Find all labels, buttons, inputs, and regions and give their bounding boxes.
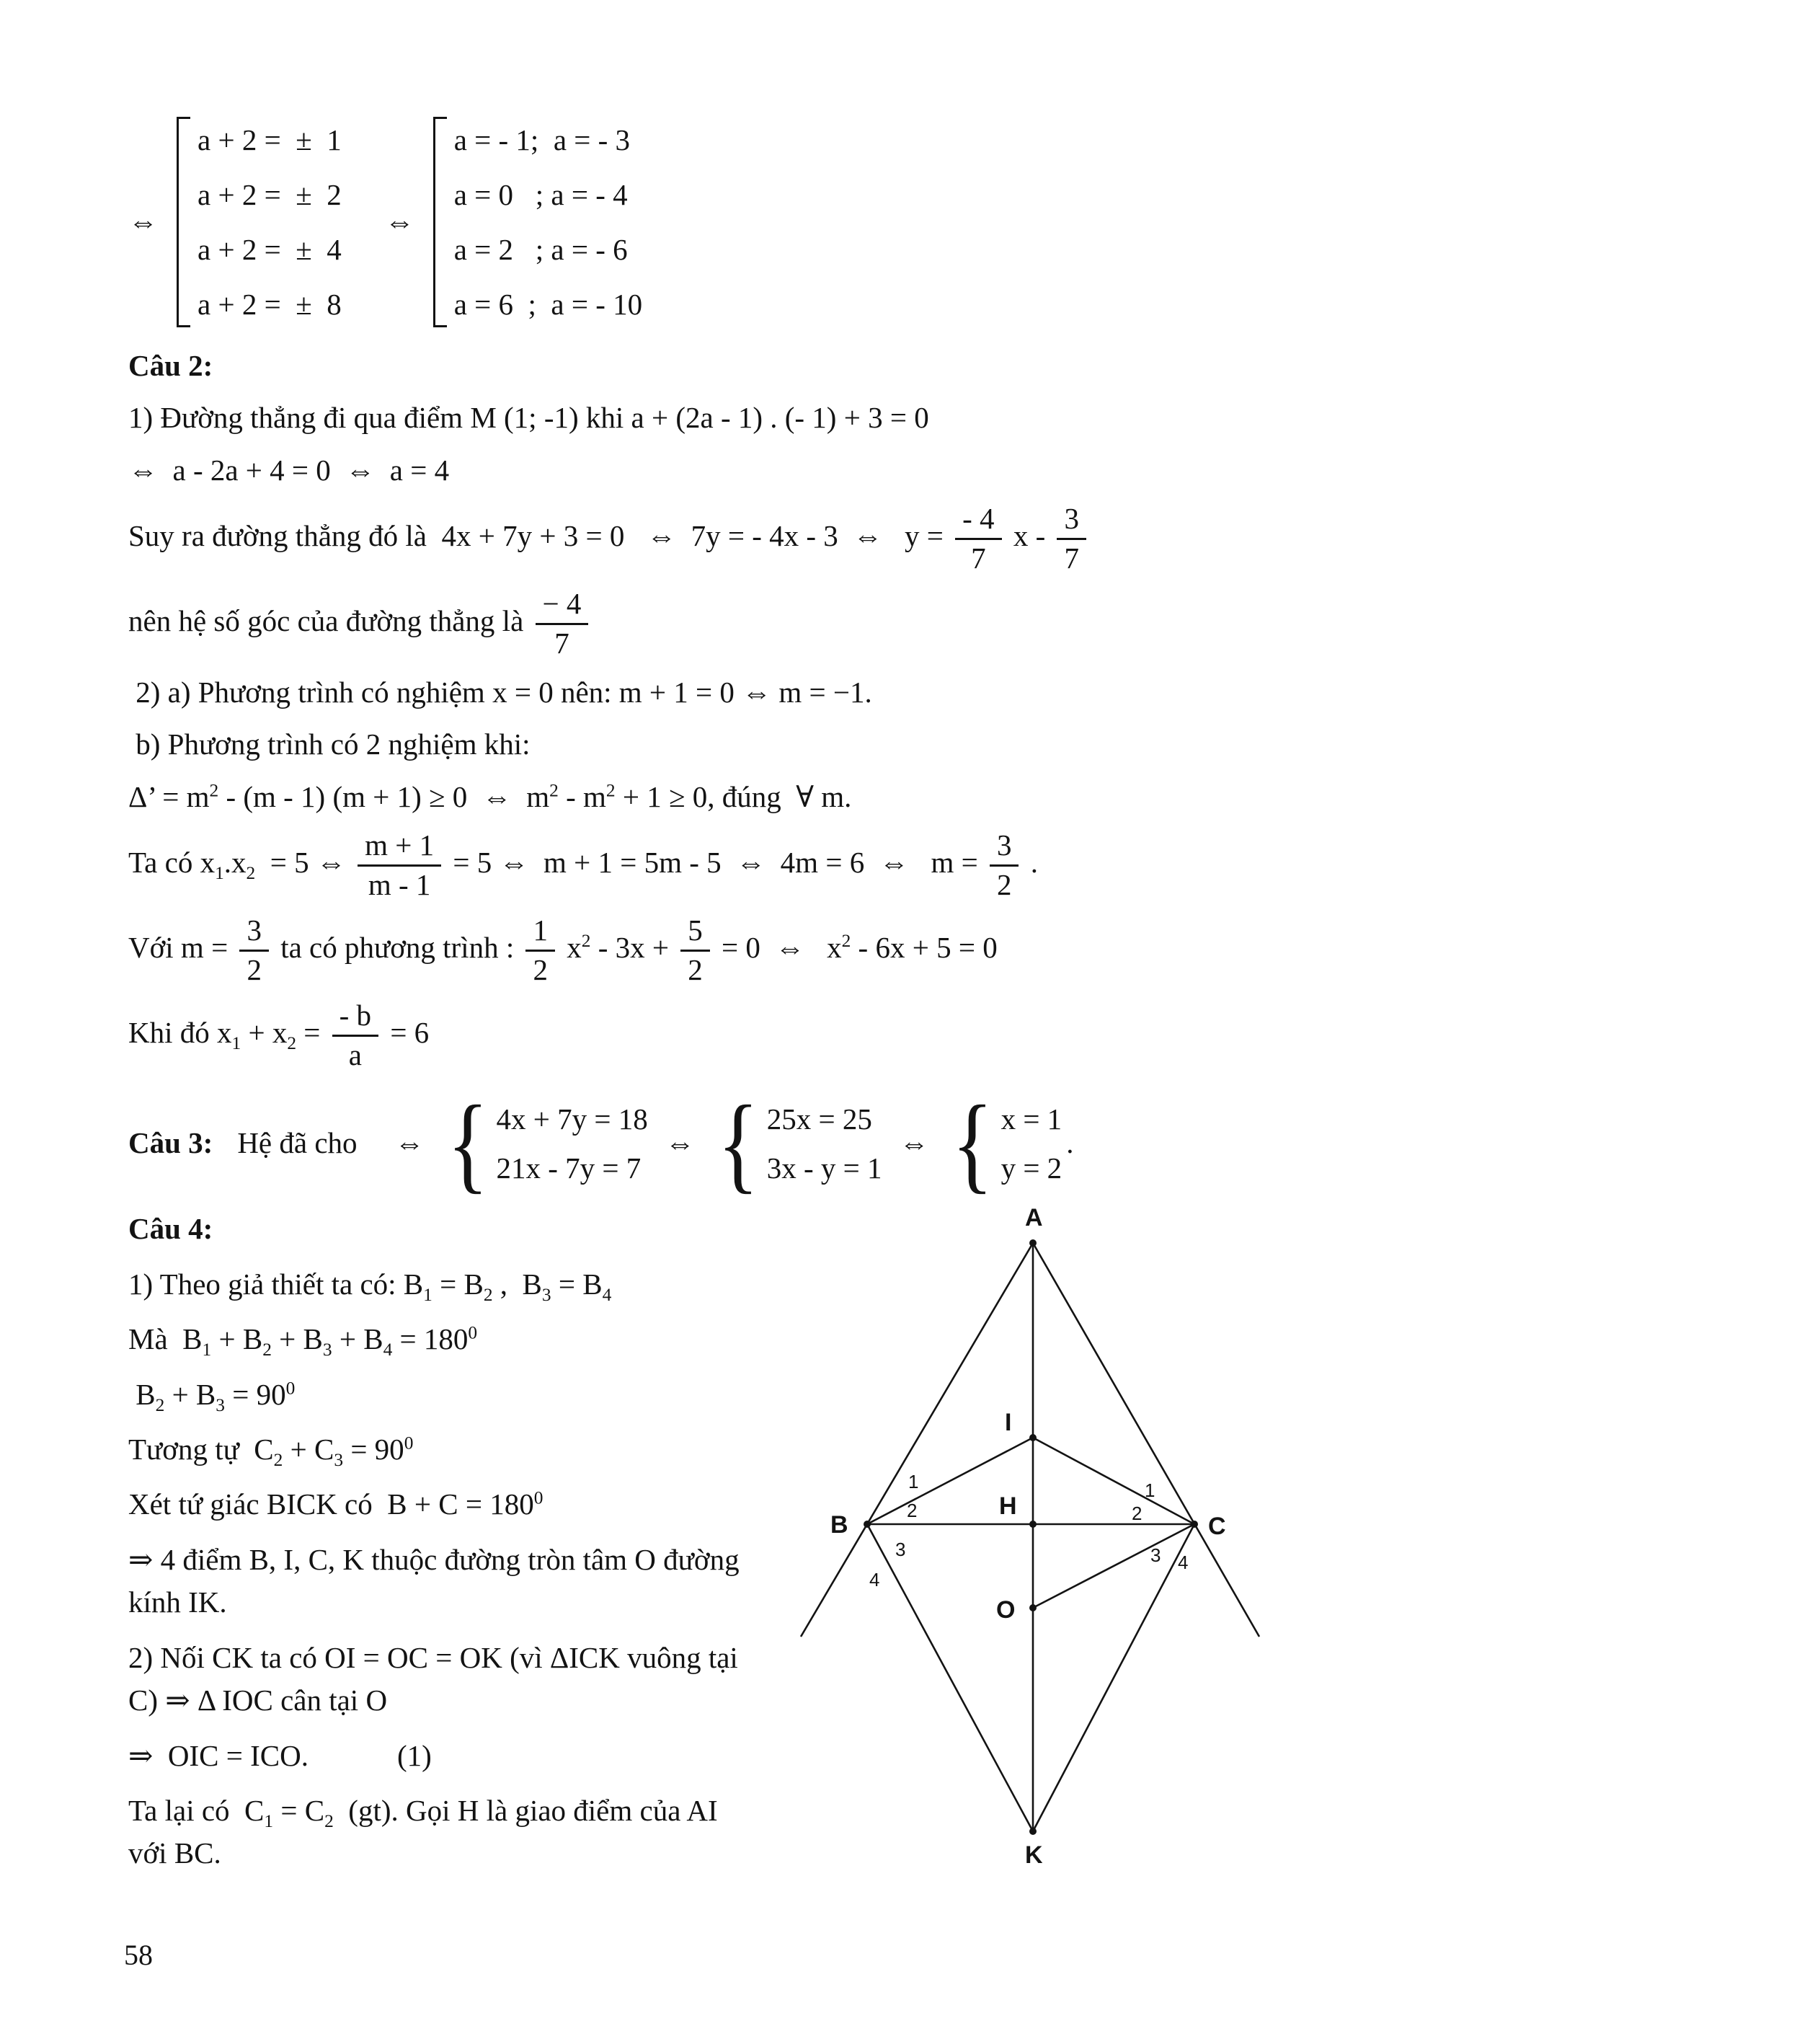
point-H — [1029, 1521, 1037, 1528]
square-bracket — [177, 117, 190, 327]
right-system — [433, 112, 642, 332]
angle-C2: 2 — [1132, 1503, 1142, 1524]
line-C-K — [1033, 1524, 1194, 1831]
cau4-line: Tương tự $C_2 + C_3 = 90^0$ — [128, 1432, 414, 1471]
cau4-line: 1) Theo giả thiết ta có: $B_1 = B_2$ , $B_3 = B_4$ — [128, 1267, 612, 1305]
cau4-line: Ta lại có $C_1 = C_2$ (gt). Gọi H là giao điểm của AI với BC. — [128, 1794, 725, 1870]
equiv-arrow: ⇔ — [128, 205, 158, 239]
cau4-line: Xét tứ giác BICK có $B + C = 180^0$ — [128, 1487, 543, 1521]
system-line: x = 1 — [1000, 1102, 1062, 1136]
cau3-block — [128, 1083, 1642, 1203]
system-line: a = 6 ; a = - 10 — [453, 288, 643, 321]
cau2-line9: Với m = $\frac{3}{2}$ ta có phương trình : $\frac{1}{2}$ $x^2 - 3x$ + $\frac{5}{2}$ = 0 ⇔ $x^2 - 6x + 5 = 0$ — [128, 913, 998, 986]
system-lines — [447, 112, 642, 332]
label-I: I — [1005, 1409, 1012, 1436]
system-line: 21x - 7y = 7 — [496, 1151, 642, 1185]
angle-B2: 2 — [907, 1500, 918, 1521]
system-line: 25x = 25 — [766, 1102, 872, 1136]
curly-brace: { — [716, 1083, 759, 1203]
point-O — [1029, 1604, 1037, 1611]
angle-C4: 4 — [1178, 1552, 1189, 1573]
system-3 — [946, 1083, 1062, 1203]
cau2-heading: Câu 2: — [128, 349, 213, 382]
equation-system-block — [128, 112, 1642, 332]
system-line: a = - 1; a = - 3 — [453, 123, 631, 156]
geometry-figure — [778, 1191, 1312, 1869]
equiv-arrow: ⇔ — [384, 205, 414, 239]
label-B: B — [830, 1511, 848, 1539]
cau4-line: ⇒ OIC = ICO. (1) — [128, 1738, 432, 1772]
period: . — [1066, 1126, 1074, 1160]
left-system — [177, 112, 342, 332]
line-A-through-C — [1033, 1243, 1259, 1637]
system-line: a = 0 ; a = - 4 — [453, 178, 628, 211]
angle-B1: 1 — [908, 1471, 919, 1492]
cau3-heading: Câu 3: — [128, 1126, 213, 1160]
curly-brace: { — [951, 1083, 993, 1203]
line-O-C — [1033, 1524, 1194, 1608]
cau4-line: ⇒ 4 điểm B, I, C, K thuộc đường tròn tâm O đường kính IK. — [128, 1542, 747, 1619]
cau2-line6: b) Phương trình có 2 nghiệm khi: — [128, 727, 531, 761]
equiv-arrow: ⇔ — [394, 1126, 425, 1160]
system-line: a + 2 = ± 1 — [198, 123, 342, 156]
cau2-line7: Δ’ = $m^2 - (m - 1) (m + 1) \ge 0$ ⇔ $m^2 - m^2 + 1 \ge 0$, đúng ∀ m. — [128, 779, 852, 813]
system-2 — [712, 1083, 882, 1203]
label-H: H — [999, 1492, 1017, 1520]
point-I — [1029, 1434, 1037, 1441]
system-line: 3x - y = 1 — [766, 1151, 882, 1185]
cau2-line3: Suy ra đường thẳng đó là 4x + 7y + 3 = 0 ⇔ 7y = - 4x - 3 ⇔ y = $\frac{- 4}{7}$ x - $\frac{3}{7}$ — [128, 501, 1642, 577]
angle-C1: 1 — [1145, 1479, 1155, 1501]
equiv-arrow: ⇔ — [899, 1126, 929, 1160]
label-C: C — [1208, 1513, 1226, 1540]
equiv-arrow: ⇔ — [665, 1126, 695, 1160]
point-K — [1029, 1828, 1037, 1835]
curly-brace: { — [446, 1083, 489, 1203]
cau4-line: $B_2 + B_3 = 90^0$ — [128, 1377, 296, 1415]
system-line: a = 2 ; a = - 6 — [453, 233, 628, 266]
cau2-line4: nên hệ số góc của đường thẳng là $\frac{- 4}{7}$ — [128, 586, 1642, 662]
cau2-line5: 2) a) Phương trình có nghiệm x = 0 nên: m + 1 = 0 ⇔ m = −1. — [128, 675, 872, 709]
point-B — [864, 1521, 871, 1528]
cau2-line8: Ta có $x_1.x_2 = 5$ ⇔ $\frac{m + 1}{m - 1}$ = 5 ⇔ m + 1 = 5m - 5 ⇔ 4m = 6 ⇔ m = $\frac{3}{2}$ . — [128, 828, 1038, 902]
label-K: K — [1025, 1841, 1043, 1869]
system-line: a + 2 = ± 4 — [198, 233, 342, 266]
system-line: a + 2 = ± 2 — [198, 178, 342, 211]
cau2-line10: Khi đó $x_1 + x_2$ = $\frac{- b}{a}$ = 6 — [128, 998, 430, 1071]
cau2-line1: 1) Đường thẳng đi qua điểm M (1; -1) khi a + (2a - 1) . (- 1) + 3 = 0 — [128, 401, 929, 435]
cau3-intro: Hệ đã cho — [237, 1126, 358, 1160]
system-1 — [442, 1083, 648, 1203]
cau4-line: Mà $B_1 + B_2 + B_3 + B_4 = 180^0$ — [128, 1322, 478, 1361]
system-line: a + 2 = ± 8 — [198, 288, 342, 321]
point-A — [1029, 1239, 1037, 1247]
angle-B3: 3 — [895, 1539, 906, 1560]
system-line: 4x + 7y = 18 — [496, 1102, 648, 1136]
cau4-text-column — [128, 1263, 763, 1875]
angle-C3: 3 — [1150, 1544, 1161, 1566]
square-bracket — [433, 117, 447, 327]
line-B-K — [867, 1524, 1033, 1831]
cau4-line: 2) Nối CK ta có OI = OC = OK (vì ΔICK vuông tại C) ⇒ Δ IOC cân tại O — [128, 1640, 746, 1717]
system-line: y = 2 — [1000, 1151, 1062, 1185]
cau2-line2: ⇔ a - 2a + 4 = 0 ⇔ a = 4 — [128, 453, 450, 487]
label-O: O — [996, 1596, 1016, 1624]
line-A-through-B — [801, 1243, 1033, 1637]
label-A: A — [1025, 1204, 1043, 1231]
point-C — [1191, 1521, 1198, 1528]
system-lines — [190, 112, 342, 332]
cau4-heading: Câu 4: — [128, 1212, 213, 1246]
page-number: 58 — [124, 1939, 153, 1971]
angle-B4: 4 — [869, 1569, 880, 1590]
